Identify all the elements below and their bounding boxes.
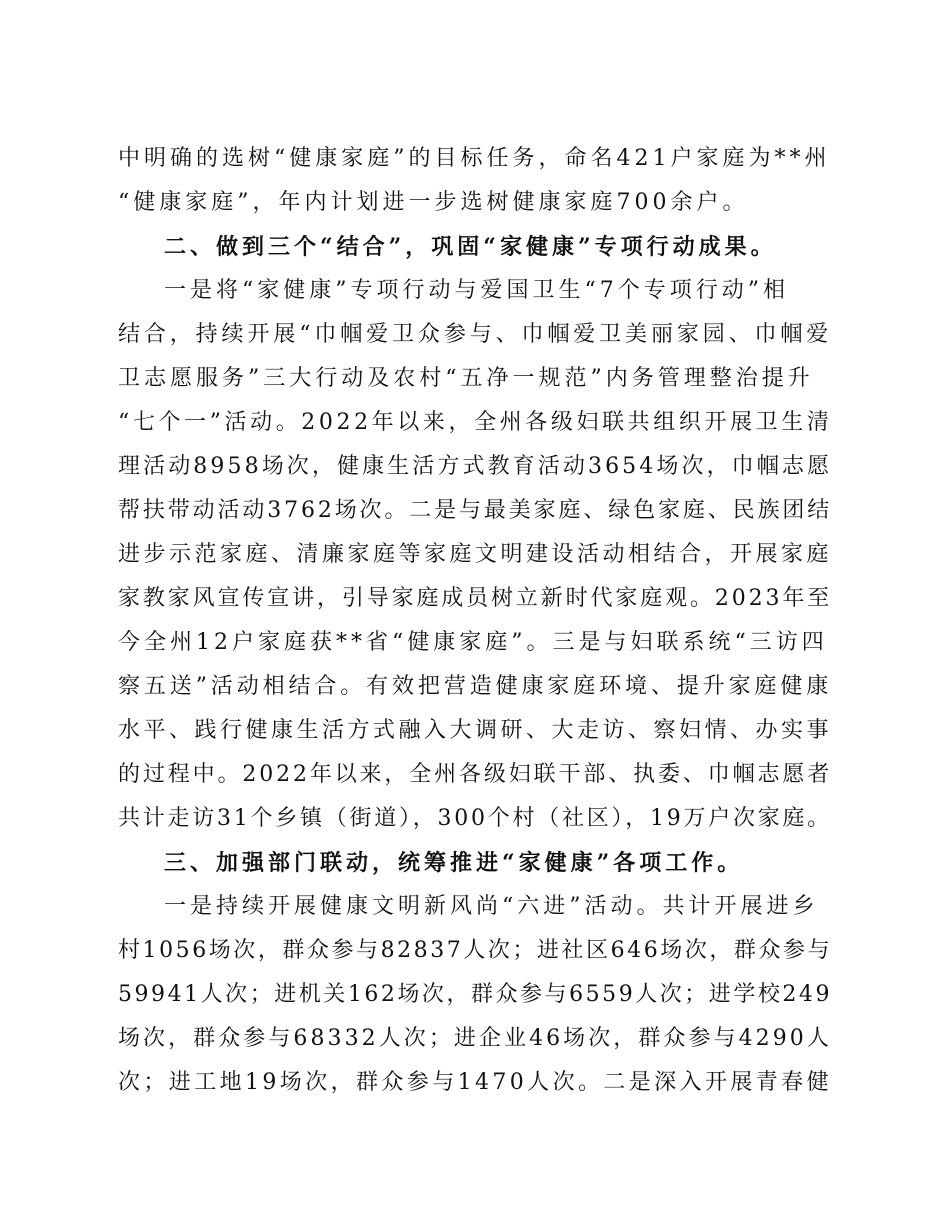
text-line: “七个一”活动。2022年以来，全州各级妇联共组织开展卫生清 xyxy=(118,410,833,435)
text-line: 结合，持续开展“巾帼爱卫众参与、巾帼爱卫美丽家园、巾帼爱 xyxy=(118,322,833,347)
text-line: 共计走访31个乡镇（街道），300个村（社区），19万户次家庭。 xyxy=(118,806,832,831)
text-line: 一是持续开展健康文明新风尚“六进”活动。共计开展进乡 xyxy=(164,894,819,919)
text-line: 卫志愿服务”三大行动及农村“五净一规范”内务管理整治提升 xyxy=(118,366,814,391)
text-line: 一是将“家健康”专项行动与爱国卫生“7个专项行动”相 xyxy=(164,278,789,303)
text-line: 察五送”活动相结合。有效把营造健康家庭环境、提升家庭健康 xyxy=(118,674,833,699)
text-line: 家教家风宣传宣讲，引导家庭成员树立新时代家庭观。2023年至 xyxy=(118,586,833,611)
section-heading: 二、做到三个“结合”，巩固“家健康”专项行动成果。 xyxy=(164,234,777,260)
text-line: 帮扶带动活动3762场次。二是与最美家庭、绿色家庭、民族团结 xyxy=(118,498,833,523)
text-line: 今全州12户家庭获**省“健康家庭”。三是与妇联系统“三访四 xyxy=(118,630,828,655)
text-line: 水平、践行健康生活方式融入大调研、大走访、察妇情、办实事 xyxy=(118,718,833,743)
text-line: 进步示范家庭、清廉家庭等家庭文明建设活动相结合，开展家庭 xyxy=(118,542,833,567)
text-line: 理活动8958场次，健康生活方式教育活动3654场次，巾帼志愿 xyxy=(118,454,833,479)
text-line: 59941人次；进机关162场次，群众参与6559人次；进学校249 xyxy=(118,982,832,1007)
text-line: 村1056场次，群众参与82837人次；进社区646场次，群众参与 xyxy=(118,938,833,963)
text-line: 场次，群众参与68332人次；进企业46场次，群众参与4290人 xyxy=(118,1026,832,1051)
section-heading: 三、加强部门联动，统筹推进“家健康”各项工作。 xyxy=(164,850,744,876)
text-line: 次；进工地19场次，群众参与1470人次。二是深入开展青春健 xyxy=(118,1070,832,1095)
text-line: “健康家庭”，年内计划进一步选树健康家庭700余户。 xyxy=(118,190,749,215)
text-line: 中明确的选树“健康家庭”的目标任务，命名421户家庭为**州 xyxy=(118,146,831,171)
text-line: 的过程中。2022年以来，全州各级妇联干部、执委、巾帼志愿者 xyxy=(118,762,833,787)
